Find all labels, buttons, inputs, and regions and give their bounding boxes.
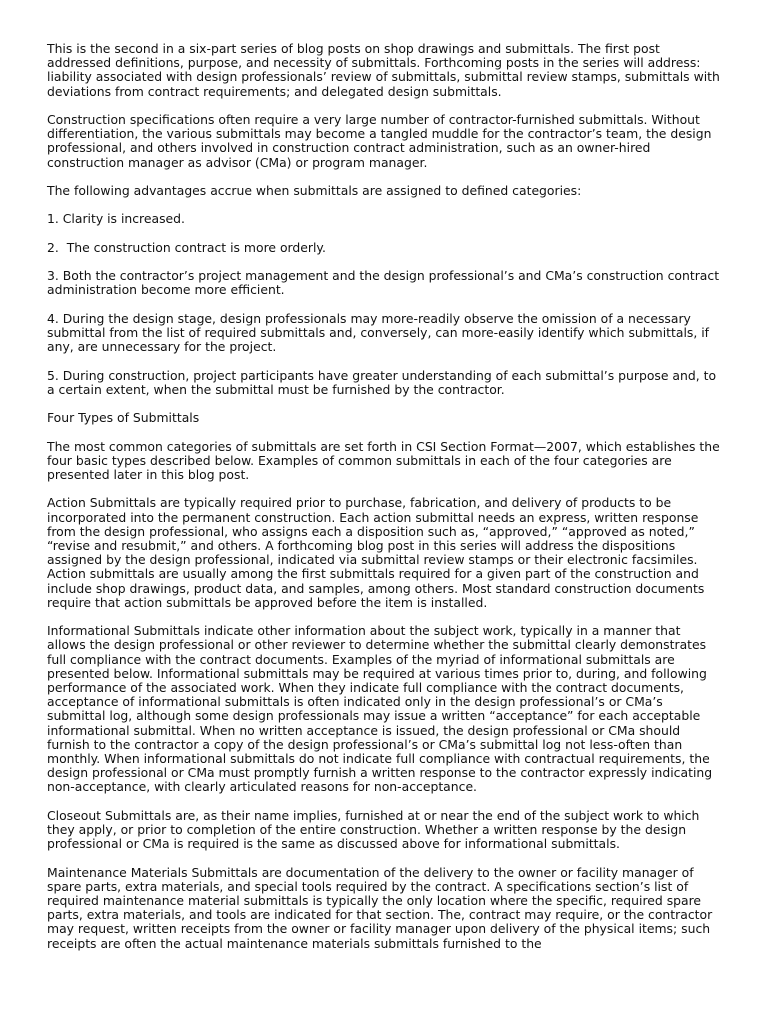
list-item-1: 1. Clarity is increased.	[47, 211, 185, 227]
paragraph-csi-categories: The most common categories of submittals are set forth in CSI Section Format—2007, which establishes the four basic types described below. Examples of common submittals in each of the four categories are presented later in this blog post.	[47, 438, 720, 482]
list-item-2: 2. The construction contract is more orderly.	[47, 239, 326, 255]
paragraph-action-submittals: Action Submittals are typically required prior to purchase, fabrication, and delivery of products to be incorporated into the permanent construction. Each action submittal needs an express, written response from the design professional, who assigns each a disposition such as, “approved,” “approved as noted,” “revise and resubmit,” and others. A forthcoming blog post in this series will address the dispositions assigned by the design professional, indicated via submittal review stamps or their electronic facsimiles. Action submittals are usually among the first submittals required for a given part of the construction and include shop drawings, product data, and samples, among others. Most standard construction documents require that action submittals be approved before the item is installed.	[47, 495, 705, 610]
paragraph-closeout-submittals: Closeout Submittals are, as their name implies, furnished at or near the end of the subject work to which they apply, or prior to completion of the entire construction. Whether a written response by the design professional or CMa is required is the same as discussed above for informational submittals.	[47, 807, 700, 852]
paragraph-advantages-intro: The following advantages accrue when submittals are assigned to defined categories:	[47, 183, 582, 198]
document-body	[47, 42, 722, 965]
intro-paragraph: This is the second in a six-part series of blog posts on shop drawings and submittals. The first post addressed definitions, purpose, and necessity of submittals. Forthcoming posts in the series will address: liability associated with design professionals’ review of submittals, submittal review stamps, submittals with deviations from contract requirements; and delegated design submittals.	[47, 41, 720, 99]
paragraph-informational-submittals: Informational Submittals indicate other information about the subject work, typically in a manner that allows the design professional or other reviewer to determine whether the submittal clearly demonstrates full compliance with the contract documents. Examples of the myriad of informational submittals are presented below. Informational submittals may be required at various times prior to, during, and following performance of the associated work. When they indicate full compliance with the contract documents, acceptance of informational submittals is often indicated only in the design professional’s or CMa’s submittal log, although some design professionals may issue a written “acceptance” for each acceptable informational submittal. When no written acceptance is issued, the design professional or CMa should furnish to the contractor a copy of the design professional’s or CMa’s submittal log not less-often than monthly. When informational submittals do not indicate full compliance with contractual requirements, the design professional or CMa must promptly furnish a written response to the contractor expressly indicating non-acceptance, with clearly articulated reasons for non-acceptance.	[47, 623, 713, 795]
section-heading: Four Types of Submittals	[47, 410, 200, 426]
list-item-5: 5. During construction, project participants have greater understanding of each submittal’s purpose and, to a certain extent, when the submittal must be furnished by the contractor.	[47, 367, 717, 397]
paragraph-specifications: Construction specifications often require a very large number of contractor-furnished submittals. Without differentiation, the various submittals may become a tangled muddle for the contractor’s team, the design professional, and others involved in construction contract administration, such as an owner-hired construction manager as advisor (CMa) or program manager.	[47, 112, 712, 170]
list-item-4: 4. During the design stage, design professionals may more-readily observe the omission of a necessary submittal from the list of required submittals and, conversely, can more-easily identify which submittals, if any, are unnecessary for the project.	[47, 310, 710, 355]
paragraph-maintenance-submittals: Maintenance Materials Submittals are documentation of the delivery to the owner or facility manager of spare parts, extra materials, and special tools required by the contract. A specifications section’s list of required maintenance material submittals is typically the only location where the specific, required spare parts, extra materials, and tools are indicated for that section. The, contract may require, or the contractor may request, written receipts from the owner or facility manager upon delivery of the physical items; such receipts are often the actual maintenance materials submittals furnished to the	[47, 864, 713, 951]
list-item-3: 3. Both the contractor’s project management and the design professional’s and CMa’s construction contract administration become more efficient.	[47, 268, 720, 298]
